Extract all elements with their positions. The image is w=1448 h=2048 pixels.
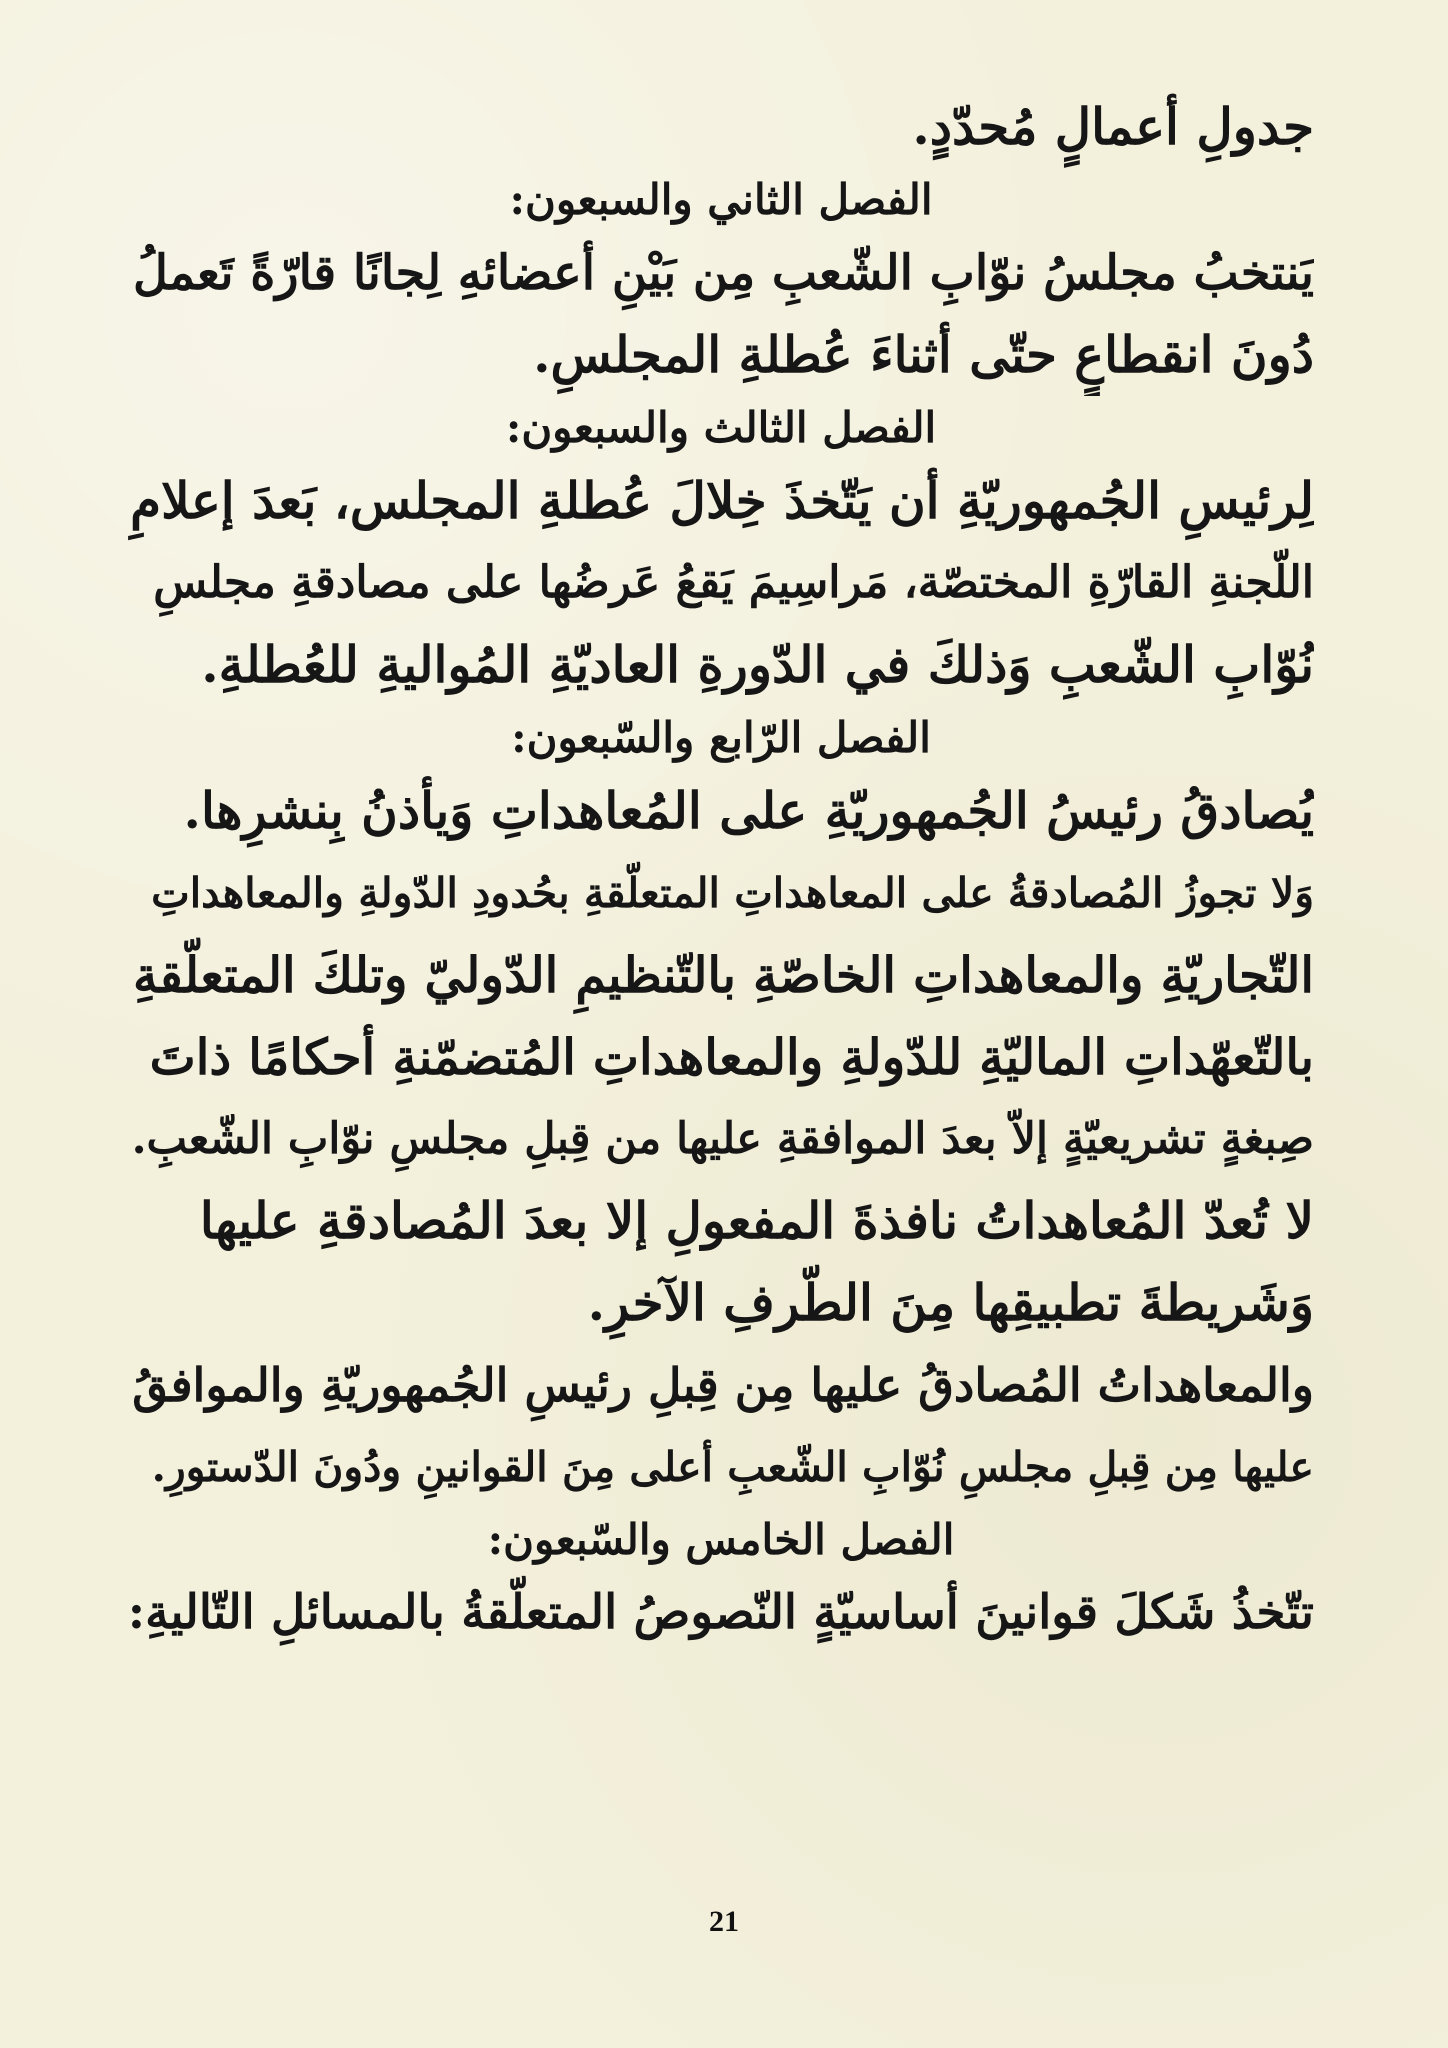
text-line: صِبغةٍ تشريعيّةٍ إلاّ بعدَ الموافقةِ عليها من قِبلِ مجلسِ نوّابِ الشّعبِ. — [131, 1114, 1314, 1164]
text-line: اللّجنةِ القارّةِ المختصّة، مَراسِيمَ يَقعُ عَرضُها على مصادقةِ مجلسِ — [153, 557, 1314, 608]
section-heading: الفصل الرّابع والسّبعون: — [511, 713, 931, 762]
text-line: وَشَريطةَ تطبيقِها مِنَ الطّرفِ الآخرِ. — [587, 1273, 1314, 1332]
text-line: عليها مِن قِبلِ مجلسِ نُوّابِ الشّعبِ أعلى مِنَ القوانينِ ودُونَ الدّستورِ. — [151, 1443, 1314, 1491]
text-line: تتّخذُ شَكلَ قوانينَ أساسيّةٍ النّصوصُ المتعلّقةُ بالمسائلِ التّاليةِ: — [128, 1585, 1314, 1640]
text-line: والمعاهداتُ المُصادقُ عليها مِن قِبلِ رئيسِ الجُمهوريّةِ والموافقُ — [132, 1358, 1314, 1412]
text-line: وَلا تجوزُ المُصادقةُ على المعاهداتِ المتعلّقةِ بحُدودِ الدّولةِ والمعاهداتِ — [151, 869, 1314, 917]
text-line: التّجاريّةِ والمعاهداتِ الخاصّةِ بالتّنظيمِ الدّوليّ وتلكَ المتعلّقةِ — [133, 946, 1314, 1004]
section-heading: الفصل الخامس والسّبعون: — [487, 1515, 955, 1564]
text-line: جدولِ أعمالٍ مُحدّدٍ. — [912, 97, 1314, 156]
text-line: بالتّعهّداتِ الماليّةِ للدّولةِ والمعاهداتِ المُتضمّنةِ أحكامًا ذاتَ — [149, 1028, 1314, 1086]
section-heading: الفصل الثاني والسبعون: — [509, 175, 933, 224]
text-line: يُصادقُ رئيسُ الجُمهوريّةِ على المُعاهداتِ وَيأذنُ بِنشرِها. — [183, 781, 1314, 840]
text-line: دُونَ انقطاعٍ حتّى أثناءَ عُطلةِ المجلسِ. — [533, 325, 1314, 384]
section-heading: الفصل الثالث والسبعون: — [505, 403, 937, 452]
page-number: 21 — [709, 1905, 739, 1938]
text-line: يَنتخبُ مجلسُ نوّابِ الشّعبِ مِن بَيْنِ أعضائهِ لِجانًا قارّةً تَعملُ — [132, 245, 1314, 301]
document-body — [128, 86, 1314, 1654]
text-line: لِرئيسِ الجُمهوريّةِ أن يَتّخذَ خِلالَ عُطلةِ المجلس، بَعدَ إعلامِ — [130, 471, 1314, 530]
text-line: نُوّابِ الشّعبِ وَذلكَ في الدّورةِ العاديّةِ المُواليةِ للعُطلةِ. — [201, 635, 1314, 694]
text-line: لا تُعدّ المُعاهداتُ نافذةَ المفعولِ إلا بعدَ المُصادقةِ عليها — [199, 1191, 1314, 1250]
